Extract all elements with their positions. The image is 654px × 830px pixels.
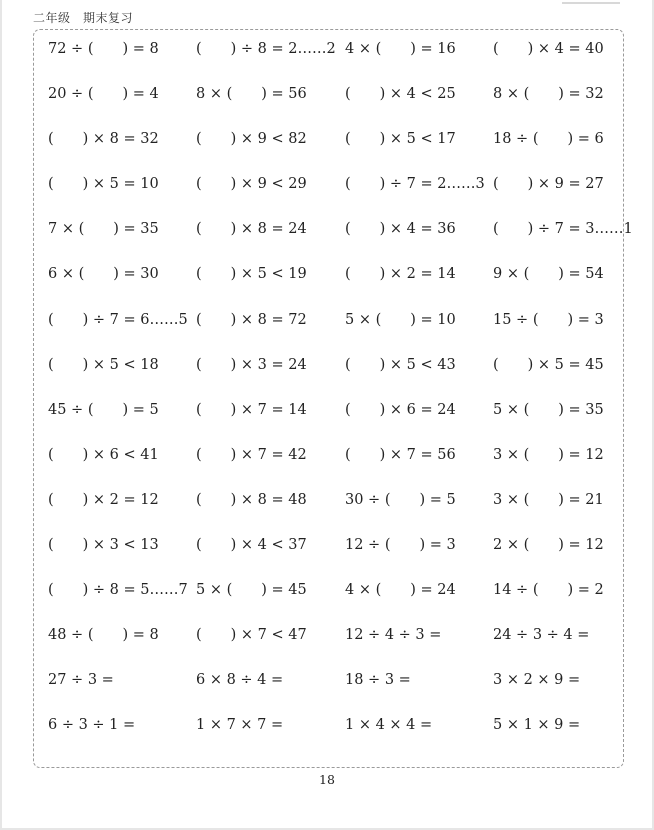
problem-item: 14 ÷ ( ) = 2 [493,582,604,599]
problem-item: 6 × ( ) = 30 [48,266,159,283]
problem-item: ( ) × 9 < 82 [196,131,307,148]
problem-item: ( ) × 3 = 24 [196,356,307,373]
problem-row [48,71,648,116]
problem-item: ( ) × 5 = 10 [48,176,159,193]
problem-item: 3 × 2 × 9 = [493,672,581,689]
problem-item: ( ) ÷ 7 = 2……3 [345,176,485,193]
problem-item: ( ) × 2 = 12 [48,491,159,508]
problem-item: 72 ÷ ( ) = 8 [48,41,159,57]
problem-item: 30 ÷ ( ) = 5 [345,491,456,508]
problem-item: 27 ÷ 3 = [48,672,114,689]
problem-item: ( ) ÷ 7 = 6……5 [48,311,188,328]
header-label: 二年级 期末复习 [33,11,134,25]
problem-item: 3 × ( ) = 12 [493,446,604,463]
problem-item: 4 × ( ) = 24 [345,582,456,599]
problem-item: ( ) ÷ 7 = 3……1 [493,221,633,238]
problem-item: 1 × 7 × 7 = [196,717,284,734]
page-number: 18 [319,772,335,787]
problem-item: ( ) × 7 = 42 [196,446,307,463]
problem-item: ( ) × 6 < 41 [48,446,159,463]
problem-row [48,387,648,432]
problem-item: ( ) × 5 < 43 [345,356,456,373]
problem-item: 12 ÷ 4 ÷ 3 = [345,627,442,644]
problem-item: ( ) × 8 = 72 [196,311,307,328]
problem-item: ( ) × 5 < 18 [48,356,159,373]
problem-row [48,477,648,522]
problem-item: ( ) × 7 = 14 [196,401,307,418]
problem-item: 4 × ( ) = 16 [345,41,456,57]
problem-item: ( ) × 5 < 17 [345,131,456,148]
problem-item: ( ) × 7 < 47 [196,627,307,644]
problem-item: 24 ÷ 3 ÷ 4 = [493,627,590,644]
problem-item: 5 × 1 × 9 = [493,717,581,734]
problem-item: 8 × ( ) = 56 [196,86,307,103]
problem-row [48,251,648,296]
problem-item: ( ) × 4 < 37 [196,537,307,554]
problem-grid [48,26,648,748]
problem-item: ( ) × 5 = 45 [493,356,604,373]
problem-row [48,206,648,251]
problem-item: ( ) × 4 = 36 [345,221,456,238]
problem-item: ( ) × 7 = 56 [345,446,456,463]
problem-item: ( ) × 3 < 13 [48,537,159,554]
header-corner-mark [562,0,620,4]
problem-item: ( ) × 6 = 24 [345,401,456,418]
problem-item: ( ) ÷ 8 = 2……2 [196,41,336,57]
problem-item: 9 × ( ) = 54 [493,266,604,283]
problem-item: ( ) × 9 = 27 [493,176,604,193]
problem-item: 2 × ( ) = 12 [493,537,604,554]
problem-item: ( ) × 8 = 32 [48,131,159,148]
problem-item: 20 ÷ ( ) = 4 [48,86,159,103]
problem-item: ( ) × 8 = 24 [196,221,307,238]
problem-item: 3 × ( ) = 21 [493,491,604,508]
problem-item: 18 ÷ 3 = [345,672,411,689]
problem-item: 1 × 4 × 4 = [345,717,433,734]
problem-row [48,297,648,342]
problem-item: 5 × ( ) = 45 [196,582,307,599]
problem-row [48,612,648,657]
problem-row [48,26,648,71]
problem-item: 8 × ( ) = 32 [493,86,604,103]
problem-row [48,702,648,747]
problem-item: 45 ÷ ( ) = 5 [48,401,159,418]
problem-item: ( ) × 4 < 25 [345,86,456,103]
problem-item: 12 ÷ ( ) = 3 [345,537,456,554]
problem-item: 6 × 8 ÷ 4 = [196,672,284,689]
problem-item: 7 × ( ) = 35 [48,221,159,238]
problem-item: ( ) × 4 = 40 [493,41,604,57]
problem-row [48,116,648,161]
problem-item: 5 × ( ) = 35 [493,401,604,418]
problem-item: ( ) ÷ 8 = 5……7 [48,582,188,599]
problem-item: ( ) × 9 < 29 [196,176,307,193]
problem-item: 15 ÷ ( ) = 3 [493,311,604,328]
problem-row [48,161,648,206]
problem-row [48,657,648,702]
problem-row [48,432,648,477]
problem-row [48,342,648,387]
page-edge-left [0,0,2,830]
problem-item: 5 × ( ) = 10 [345,311,456,328]
problem-item: ( ) × 5 < 19 [196,266,307,283]
problem-item: 6 ÷ 3 ÷ 1 = [48,717,136,734]
problem-item: 48 ÷ ( ) = 8 [48,627,159,644]
problem-item: ( ) × 8 = 48 [196,491,307,508]
problem-item: ( ) × 2 = 14 [345,266,456,283]
problem-row [48,522,648,567]
problem-item: 18 ÷ ( ) = 6 [493,131,604,148]
problem-row [48,567,648,612]
